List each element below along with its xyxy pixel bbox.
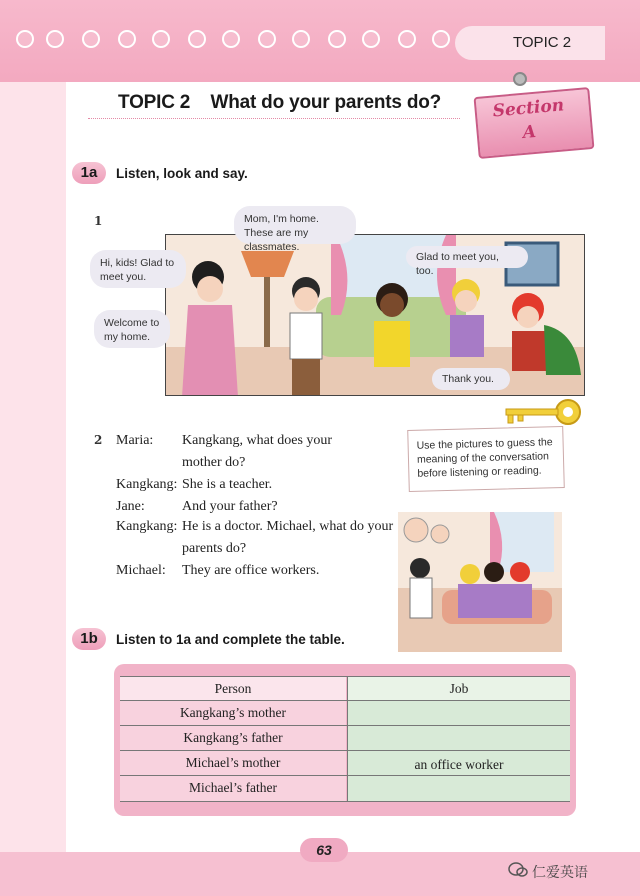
speaker-label: Maria: [116, 433, 154, 448]
section-1b-label: 1b [72, 628, 106, 650]
circle-decoration [362, 30, 380, 48]
dialogue-line: And your father? [182, 499, 278, 514]
section-1a-label: 1a [72, 162, 106, 184]
circle-decoration [258, 30, 276, 48]
speech-bubble-welcome: Welcome to my home. [94, 310, 170, 348]
table-rule [120, 725, 570, 726]
circle-decoration [188, 30, 206, 48]
speech-bubble-thanks: Thank you. [432, 368, 510, 390]
speaker-label: Jane: [116, 499, 145, 514]
circle-decoration [16, 30, 34, 48]
table-cell-job: an office worker [414, 757, 504, 772]
title-underline [88, 118, 460, 119]
circle-decoration [222, 30, 240, 48]
table-cell-person: Michael’s father [188, 780, 278, 795]
table-rule [120, 700, 570, 701]
circle-decoration [328, 30, 346, 48]
dialogue-line: parents do? [182, 541, 247, 556]
thumbnail-illustration [398, 512, 562, 652]
topic-tag-label: TOPIC 2 [513, 34, 572, 51]
section-tag-word: Section [491, 95, 565, 122]
table-cell-person: Kangkang’s mother [179, 705, 287, 720]
page-number: 63 [300, 838, 348, 862]
topic-tag [455, 26, 605, 60]
key-icon [498, 396, 582, 430]
circle-decoration [152, 30, 170, 48]
decorative-circles [0, 30, 460, 54]
dialogue-line: He is a doctor. Michael, what do your [182, 519, 394, 534]
section-tag-letter: A [521, 121, 537, 143]
table-rule [120, 676, 570, 677]
table-header-job: Job [449, 681, 469, 696]
dialogue-line: They are office workers. [182, 563, 320, 578]
speaker-label: Kangkang: [116, 477, 178, 492]
circle-decoration [118, 30, 136, 48]
circle-decoration [82, 30, 100, 48]
dialogue-line: Kangkang, what does your [182, 433, 333, 448]
speech-bubble-glad: Glad to meet you, too. [406, 246, 528, 268]
watermark: 仁爱英语 [532, 864, 588, 880]
dialogue-number: 2 [94, 433, 103, 447]
section-1a-heading: Listen, look and say. [116, 166, 248, 181]
table-cell-person: Kangkang’s father [183, 730, 283, 745]
picture-number: 1 [94, 214, 103, 228]
left-margin-strip [0, 82, 66, 852]
page-title: TOPIC 2 What do your parents do? [118, 92, 442, 113]
speaker-label: Michael: [116, 563, 166, 578]
table-header-person: Person [214, 681, 252, 696]
speech-bubble-mom: Mom, I'm home. These are my classmates. [234, 206, 356, 244]
dialogue-line: She is a teacher. [182, 477, 273, 492]
thumbnail-scene [398, 512, 562, 652]
section-1b-heading: Listen to 1a and complete the table. [116, 632, 345, 647]
circle-decoration [46, 30, 64, 48]
circle-decoration [432, 30, 450, 48]
circle-decoration [292, 30, 310, 48]
table-rule [120, 750, 570, 751]
speaker-label: Kangkang: [116, 519, 178, 534]
pin-icon [513, 72, 527, 86]
table-cell-person: Michael’s mother [185, 755, 281, 770]
tip-note: Use the pictures to guess the meaning of the conversation before listening or reading. [407, 426, 565, 492]
job-table [120, 676, 570, 802]
circle-decoration [398, 30, 416, 48]
section-tag [474, 87, 595, 159]
table-rule [120, 801, 570, 802]
speech-bubble-hi: Hi, kids! Glad to meet you. [90, 250, 186, 288]
chat-icon [508, 862, 528, 878]
dialogue-line: mother do? [182, 455, 246, 470]
table-rule [120, 775, 570, 776]
